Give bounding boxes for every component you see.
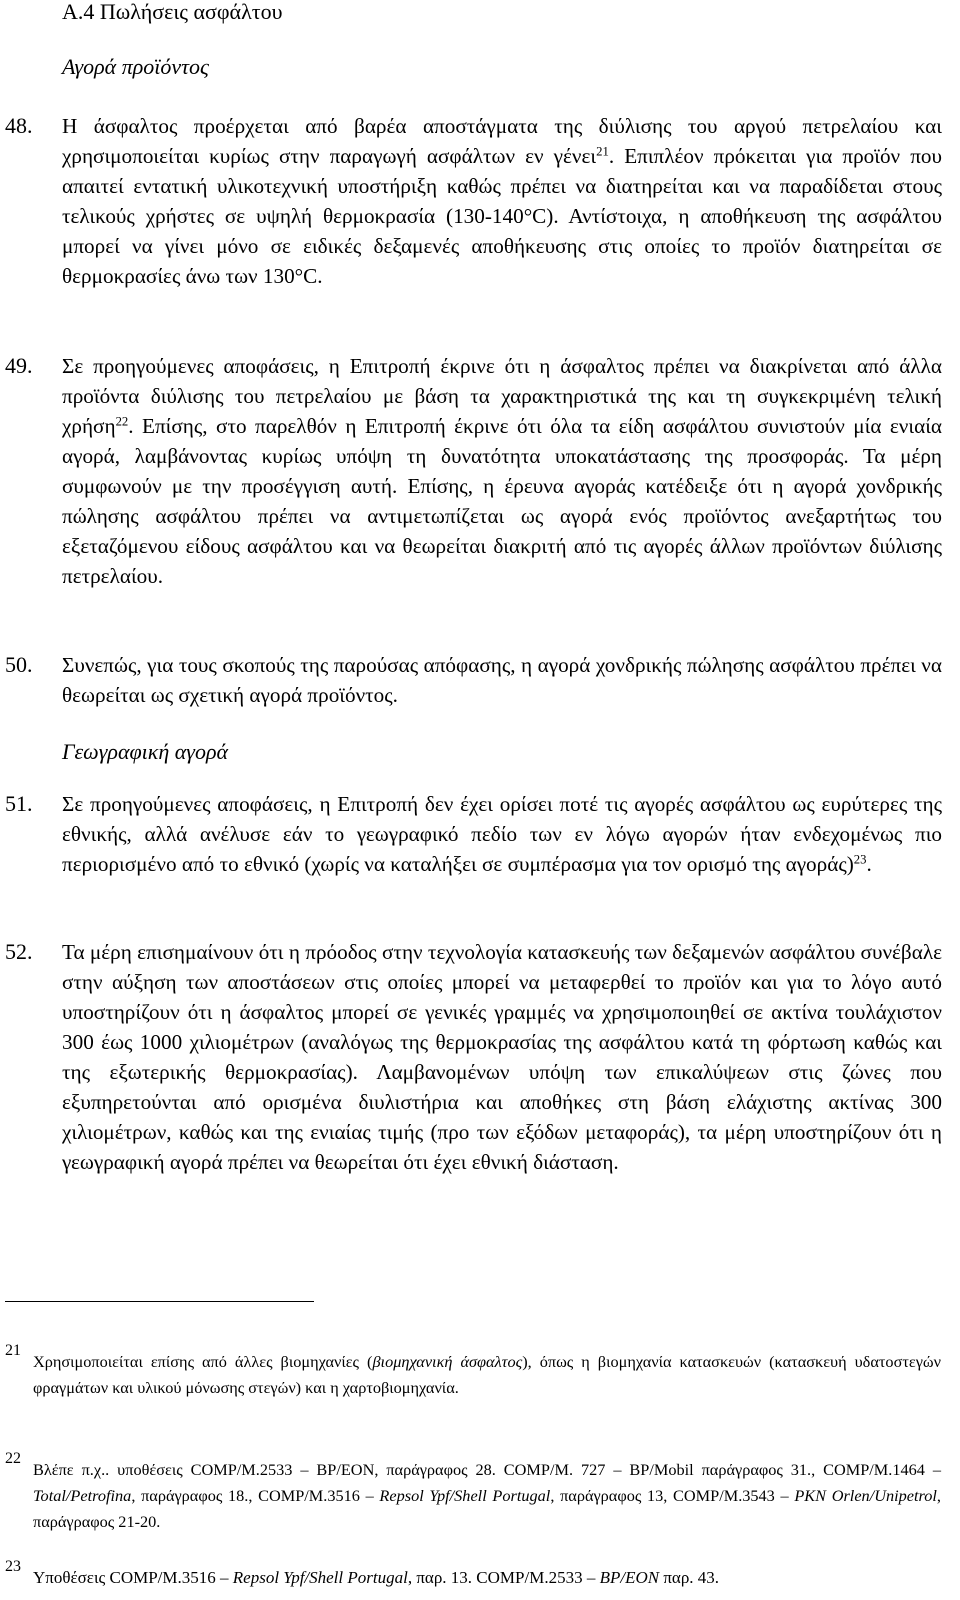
footnote-text-part: , παράγραφος 13, COMP/M.3543 – xyxy=(550,1486,795,1505)
paragraph-text xyxy=(62,111,942,291)
paragraph-52 xyxy=(0,937,942,1177)
paragraph-number: 51. xyxy=(5,791,33,816)
paragraph-text-part: Η άσφαλτος προέρχεται από βαρέα αποστάγματα της διύλισης του αργού πετρελαίου και χρησιμοποιείται κυρίως στην παραγωγή ασφάλτων εν γένει xyxy=(62,114,942,168)
footnote-text-part: Χρησιμοποιείται επίσης από άλλες βιομηχανίες ( xyxy=(33,1352,373,1371)
paragraph-50 xyxy=(0,650,942,710)
paragraph-text: Τα μέρη επισημαίνουν ότι η πρόοδος στην τεχνολογία κατασκευής των δεξαμενών ασφάλτου συνέβαλε στην αύξηση των αποστάσεων στις οποίες μπορεί να μεταφερθεί το προϊόν και για το λόγο αυτό υποστηρίζουν ότι η άσφαλτος μπορεί σε γενικές γραμμές να χρησιμοποιηθεί σε ακτίνα τουλάχιστον 300 έως 1000 χιλιομέτρων (αναλόγως της θερμοκρασίας της ασφάλτου κατά τη φόρτωση καθώς και της εξωτερικής θερμοκρασίας). Λαμβανομένων υπόψη των επικαλύψεων στις ζώνες που εξυπηρετούνται από ορισμένα διυλιστήρια και αποθήκες στη βάση ελάχιστης ακτίνας 300 χιλιομέτρων, καθώς και της ενιαίας τιμής (προ των εξόδων μεταφοράς), τα μέρη υποστηρίζουν ότι η γεωγραφική αγορά πρέπει να θεωρείται ότι έχει εθνική διάσταση. xyxy=(62,940,942,1174)
footnote-text-part: παρ. 43. xyxy=(659,1568,720,1587)
case-name-italic: Repsol Ypf/Shell Portugal xyxy=(379,1486,551,1505)
paragraph-text-part: Σε προηγούμενες αποφάσεις, η Επιτροπή δεν έχει ορίσει ποτέ τις αγορές ασφάλτου ως ευρύτερες της εθνικής, αλλά ανέλυσε εάν το γεωγραφικό πεδίο των εν λόγω αγορών ήταν ενδεχομένως πιο περιορισμένο από το εθνικό (χωρίς να καταλήξει σε συμπέρασμα για τον ορισμό της αγοράς) xyxy=(62,792,942,876)
case-name-italic: BP/EON xyxy=(599,1568,660,1587)
footnote-text xyxy=(33,1565,941,1591)
subheading-geographic-market: Γεωγραφική αγορά xyxy=(62,739,229,764)
footnote-21 xyxy=(0,1342,942,1401)
paragraph-49 xyxy=(0,351,942,591)
paragraph-48 xyxy=(0,111,942,291)
footnote-text-part: , παρ. 13. COMP/M.2533 – xyxy=(407,1568,600,1587)
footnote-22 xyxy=(0,1450,942,1535)
footnote-ref-21[interactable]: 21 xyxy=(596,144,609,159)
footnote-23 xyxy=(0,1558,942,1591)
footnote-number: 22 xyxy=(5,1450,21,1467)
paragraph-number: 49. xyxy=(5,353,33,378)
paragraph-number: 50. xyxy=(5,652,33,677)
paragraph-text-part: . Επιπλέον πρόκειται για προϊόν που απαιτεί εντατική υλικοτεχνική υποστήριξη καθώς πρέπει να διατηρείται και να παραδίδεται στους τελικούς χρήστες σε υψηλή θερμοκρασία (130-140°C). Αντίστοιχα, η αποθήκευση της ασφάλτου μπορεί να γίνει μόνο σε ειδικές δεξαμενές αποθήκευσης στις οποίες το προϊόν διατηρείται σε θερμοκρασίες άνω των 130°C. xyxy=(62,144,942,288)
footnote-ref-23[interactable]: 23 xyxy=(853,852,867,867)
paragraph-text: Συνεπώς, για τους σκοπούς της παρούσας απόφασης, η αγορά χονδρικής πώλησης ασφάλτου πρέπει να θεωρείται ως σχετική αγορά προϊόντος. xyxy=(62,653,942,707)
footnote-separator xyxy=(5,1301,314,1302)
paragraph-number: 48. xyxy=(5,113,33,138)
footnote-text xyxy=(33,1457,941,1535)
footnote-ref-22[interactable]: 22 xyxy=(115,414,129,429)
paragraph-text-part: . xyxy=(866,852,872,876)
footnote-text xyxy=(33,1349,941,1401)
footnote-text-part: , παράγραφος 21-20. xyxy=(33,1486,941,1531)
footnote-text-part: ), όπως η βιομηχανία κατασκευών (κατασκευή υδατοστεγών φραγμάτων και υλικού μόνωσης στεγών) και η χαρτοβιομηχανία. xyxy=(33,1352,941,1397)
footnote-number: 21 xyxy=(5,1342,21,1359)
paragraph-number: 52. xyxy=(5,939,33,964)
case-name-italic: PKN Orlen/Unipetrol xyxy=(794,1486,937,1505)
case-name-italic: Total/Petrofina xyxy=(33,1486,132,1505)
footnote-italic-term: βιομηχανική άσφαλτος xyxy=(372,1352,523,1371)
footnote-number: 23 xyxy=(5,1558,21,1575)
paragraph-text-part: Σε προηγούμενες αποφάσεις, η Επιτροπή έκρινε ότι η άσφαλτος πρέπει να διακρίνεται από άλλα προϊόντα διύλισης του πετρελαίου με βάση τα χαρακτηριστικά της και τη συγκεκριμένη τελική χρήση xyxy=(62,354,942,438)
paragraph-51 xyxy=(0,789,942,879)
paragraph-text xyxy=(62,351,942,591)
footnote-text-part: Υποθέσεις COMP/M.3516 – xyxy=(33,1568,233,1587)
case-name-italic: Repsol Ypf/Shell Portugal xyxy=(232,1568,408,1587)
footnote-text-part: Βλέπε π.χ.. υποθέσεις COMP/M.2533 – BP/EON, παράγραφος 28. COMP/M. 727 – BP/Mobil παράγραφος 31., COMP/M.1464 – xyxy=(33,1460,941,1479)
footnote-text-part: , παράγραφος 18., COMP/M.3516 – xyxy=(131,1486,380,1505)
section-title: Α.4 Πωλήσεις ασφάλτου xyxy=(62,0,283,24)
paragraph-text-part: . Επίσης, στο παρελθόν η Επιτροπή έκρινε ότι όλα τα είδη ασφάλτου συνιστούν μία ενιαία αγορά, λαμβάνοντας κυρίως υπόψη τη δυνατότητα υποκατάστασης της προσφοράς. Τα μέρη συμφωνούν με την προσέγγιση αυτή. Επίσης, η έρευνα αγοράς κατέδειξε ότι η αγορά χονδρικής πώλησης ασφάλτου πρέπει να αντιμετωπίζεται ως αγορά ενός προϊόντος ανεξαρτήτως του εξεταζόμενου είδους ασφάλτου και να θεωρείται διακριτή από τις αγορές άλλων προϊόντων διύλισης πετρελαίου. xyxy=(62,414,942,588)
subheading-product-market: Αγορά προϊόντος xyxy=(62,54,209,79)
paragraph-text xyxy=(62,789,942,879)
